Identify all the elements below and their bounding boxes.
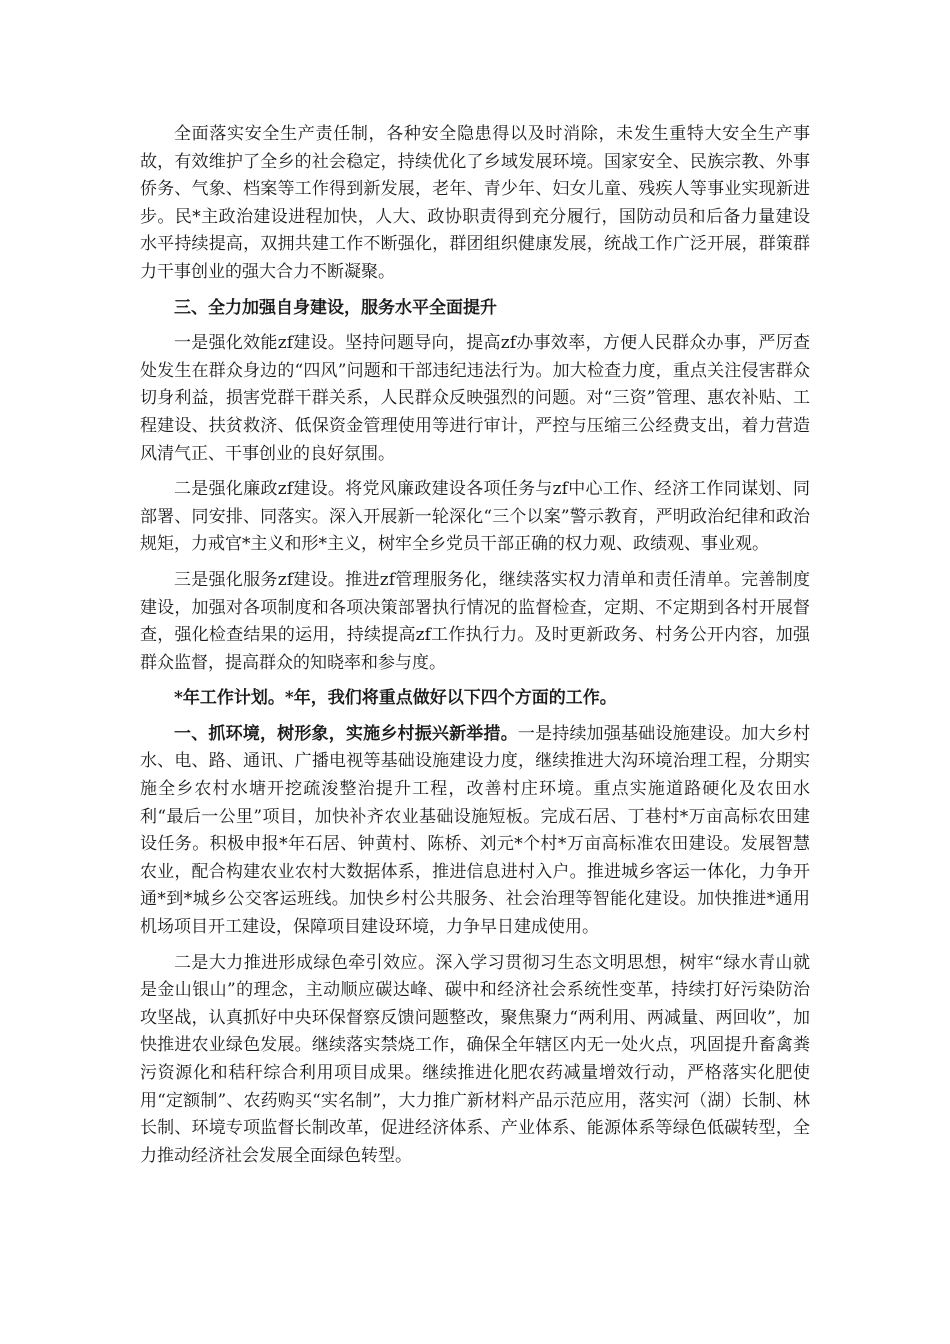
paragraph-environment-lead: 一、抓环境，树形象，实施乡村振兴新举措。 [174, 723, 518, 744]
paragraph-safety: 全面落实安全生产责任制，各种安全隐患得以及时消除，未发生重特大安全生产事故，有效维护了全乡的社会稳定，持续优化了乡域发展环境。国家安全、民族宗教、外事侨务、气象、档案等工作得到新发展，老年、青少年、妇女儿童、残疾人等事业实现新进步。民*主政治建设进程加快，人大、政协职责得到充分履行，国防动员和后备力量建设水平持续提高，双拥共建工作不断强化，群团组织健康发展，统战工作广泛开展，群策群力干事创业的强大合力不断凝聚。 [140, 124, 810, 282]
paragraph-environment-body: 一是持续加强基础设施建设。加大乡村水、电、路、通讯、广播电视等基础设施建设力度，继续推进大沟环境治理工程，分期实施全乡农村水塘开挖疏浚整治提升工程，改善村庄环境。重点实施道路硬化及农田水利“最后一公里”项目，加快补齐农业基础设施短板。完成石居、丁巷村*万亩高标农田建设任务。积极申报*年石居、钟黄村、陈桥、刘元*个村*万亩高标准农田建设。发展智慧农业，配合构建农业农村大数据体系，推进信息进村入户。推进城乡客运一体化，力争开通*到*城乡公交客运班线。加快乡村公共服务、社会治理等智能化建设。加快推进*通用机场项目开工建设，保障项目建设环境，力争早日建成使用。 [140, 723, 811, 938]
paragraph-efficiency: 一是强化效能zf建设。坚持问题导向，提高zf办事效率，方便人民群众办事，严厉查处发生在群众身边的“四风”问题和干部违纪违法行为。加大检查力度，重点关注侵害群众切身利益，损害党群干群关系，人民群众反映强烈的问题。对“三资”管理、惠农补贴、工程建设、扶贫救济、低保资金管理使用等进行审计，严控与压缩三公经费支出，着力营造风清气正、干事创业的良好氛围。 [140, 333, 810, 464]
document-page [140, 121, 810, 1178]
paragraph-environment [140, 721, 810, 942]
work-plan-heading: *年工作计划。*年，我们将重点做好以下四个方面的工作。 [174, 688, 617, 709]
paragraph-service: 三是强化服务zf建设。推进zf管理服务化，继续落实权力清单和责任清单。完善制度建设，加强对各项制度和各项决策部署执行情况的监督检查，定期、不定期到各村开展督查，强化检查结果的运用，持续提高zf工作执行力。及时更新政务、村务公开内容，加强群众监督，提高群众的知晓率和参与度。 [140, 569, 810, 673]
paragraph-integrity: 二是强化廉政zf建设。将党风廉政建设各项任务与zf中心工作、经济工作同谋划、同部署、同安排、同落实。深入开展新一轮深化“三个以案”警示教育，严明政治纪律和政治规矩，力戒官*主义和形*主义，树牢全乡党员干部正确的权力观、政绩观、事业观。 [140, 479, 810, 555]
section-heading-three: 三、全力加强自身建设，服务水平全面提升 [174, 297, 497, 318]
paragraph-green: 二是大力推进形成绿色牵引效应。深入学习贯彻习生态文明思想，树牢“绿水青山就是金山银山”的理念，主动顺应碳达峰、碳中和经济社会系统性变革，持续打好污染防治攻坚战，认真抓好中央环保督察反馈问题整改，聚焦聚力“两利用、两减量、两回收”，加快推进农业绿色发展。继续落实禁烧工作，确保全年辖区内无一处火点，巩固提升畜禽粪污资源化和秸秆综合利用项目成果。继续推进化肥农药减量增效行动，严格落实化肥使用“定额制”、农药购买“实名制”，大力推广新材料产品示范应用，落实河（湖）长制、林长制、环境专项监督长制改革，促进经济体系、产业体系、能源体系等绿色低碳转型，全力推动经济社会发展全面绿色转型。 [140, 952, 810, 1166]
